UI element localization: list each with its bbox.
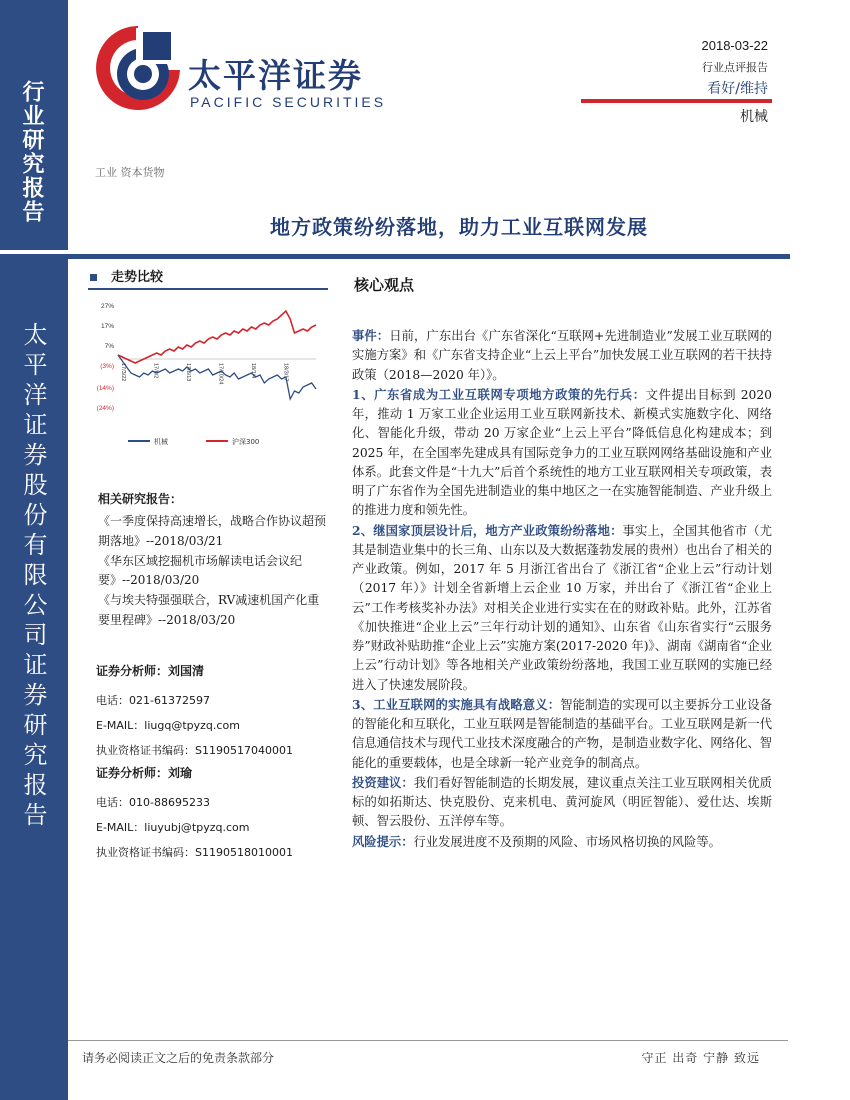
analyst-cert: 执业资格证书编码：S1190518010001 [96, 846, 293, 859]
square-bullet-icon [90, 274, 97, 281]
report-type: 行业点评报告 [702, 61, 768, 74]
brand-name-cn: 太平洋证券 [188, 56, 363, 95]
title-divider [68, 254, 790, 259]
y-tick-label: (24%) [96, 405, 114, 412]
footer-disclaimer[interactable]: 请务必阅读正文之后的免责条款部分 [82, 1051, 275, 1065]
y-tick-label: 17% [100, 323, 114, 330]
paragraph: 1、广东省成为工业互联网专项地方政策的先行兵：文件提出目标到 2020 年，推动 1 万家工业企业运用工业互联网新技术、新模式实施数字化、网络化、智能化升级，带动 20 万家企业“上云上平台”降低信息化构建成本；到 2025 年，在全国率先建成具有国际竞争力的工业互联网网络基础设施和产业体系。此套文件是“十九大”后首个系统性的地方工业互联网相关专项政策，表明了广东省作为全国先进制造业的集中地区之一在实施智能制造、产业升级上的推进力度和领先性。 [352, 386, 772, 518]
logo-icon [88, 18, 188, 118]
y-tick-label: 27% [100, 303, 114, 310]
footer-motto: 守正 出奇 宁静 致远 [641, 1051, 760, 1065]
related-item[interactable]: 《一季度保持高速增长，战略合作协议超预期落地》--2018/03/21 [98, 514, 327, 548]
x-tick-label: 17/3/22 [120, 363, 126, 382]
analyst-email[interactable]: E-MAIL：liugq@tpyzq.com [96, 719, 240, 732]
x-tick-label: 17/8/13 [184, 363, 191, 382]
analyst-cert: 执业资格证书编码：S1190517040001 [96, 744, 293, 757]
paragraph: 3、工业互联网的实施具有战略意义：智能制造的实现可以主要拆分工业设备的智能化和互联化，工业互联网是智能制造的基础平台。工业互联网是新一代信息通信技术与现代工业技术深度融合的产物，是制造业数字化、网络化、智能化的重要载体，也是全球新一轮产业竞争的制高点。 [352, 696, 772, 770]
x-tick-label: 18/1/4 [249, 363, 256, 379]
y-tick-label: (3%) [100, 363, 114, 370]
y-tick-label: (14%) [96, 385, 114, 392]
analyst-2 [96, 764, 293, 860]
trend-divider [88, 288, 328, 290]
industry-tags: 工业 资本货物 [95, 166, 165, 179]
analyst-phone: 电话：021-61372597 [96, 694, 210, 707]
footer-divider [68, 1040, 788, 1041]
legend-label: 沪深300 [232, 438, 260, 446]
related-item[interactable]: 《华东区域挖掘机市场解读电话会议纪要》--2018/03/20 [98, 553, 303, 588]
header-divider [581, 99, 772, 103]
trend-heading: 走势比较 [90, 266, 163, 285]
core-body [352, 326, 772, 852]
analyst-email[interactable]: E-MAIL：liuyubj@tpyzq.com [96, 821, 250, 834]
analyst-1 [96, 662, 293, 758]
brand-name-en: PACIFIC SECURITIES [190, 94, 387, 110]
related-list [98, 512, 330, 631]
analyst-phone: 电话：010-88695233 [96, 796, 210, 809]
sidebar-bottom-text: 太平洋证券股份有限公司证券研究报告 [19, 322, 47, 832]
legend-label: 机械 [154, 438, 168, 446]
x-tick-label: 17/10/24 [217, 363, 224, 385]
paragraph: 2、继国家顶层设计后，地方产业政策纷纷落地：事实上，全国其他省市（尤其是制造业集中的长三角、山东以及大数据蓬勃发展的贵州）也出台了相关的产业政策。例如，2017 年 5 月浙江省出台了《浙江省“企业上云”行动计划（2017 年）》计划全省新增上云企业 10 万家，并出台了《浙江省“企业上云”工作考核奖补办法》对相关企业进行实实在在的财政补贴。此外，江苏省《加快推进“企业上云”三年行动计划的通知》、山东省《山东省实行“云服务券”财政补贴助推“企业上云”实施方案(2017-2020 年)》、湖南《湖南省“企业上云”行动计划》等各地相关产业政策纷纷落地，我国工业互联网的实施已经进入了快速发展阶段。 [352, 522, 772, 692]
paragraph: 风险提示：行业发展进度不及预期的风险、市场风格切换的风险等。 [352, 833, 721, 849]
related-item[interactable]: 《与埃夫特强强联合，RV减速机国产化重要里程碑》--2018/03/20 [98, 593, 320, 627]
trend-chart [88, 295, 328, 453]
related-heading: 相关研究报告： [98, 492, 183, 506]
page-title: 地方政策纷纷落地，助力工业互联网发展 [270, 215, 648, 239]
series-line [118, 311, 316, 363]
series-line [118, 355, 316, 399]
analyst-name: 证券分析师：刘瑜 [96, 766, 193, 780]
x-tick-label: 18/3/17 [282, 363, 289, 382]
core-heading: 核心观点 [354, 276, 415, 294]
report-date: 2018-03-22 [701, 38, 768, 53]
paragraph: 事件：日前，广东出台《广东省深化“互联网+先进制造业”发展工业互联网的实施方案》和《广东省支持企业“上云上平台”加快发展工业互联网的若干扶持政策（2018—2020 年）》。 [352, 328, 772, 382]
paragraph: 投资建议：我们看好智能制造的长期发展，建议重点关注工业互联网相关优质标的如拓斯达、快克股份、克来机电、黄河旋风（明匠智能）、爱仕达、埃斯顿、智云股份、五洋停车等。 [352, 774, 772, 829]
sidebar-top-text: 行业研究报告 [19, 80, 45, 224]
y-tick-label: 7% [104, 343, 114, 350]
x-tick-label: 17/6/2 [152, 363, 159, 379]
sector: 机械 [740, 109, 768, 125]
rating: 看好/维持 [707, 81, 768, 97]
analyst-name: 证券分析师：刘国清 [96, 664, 205, 678]
